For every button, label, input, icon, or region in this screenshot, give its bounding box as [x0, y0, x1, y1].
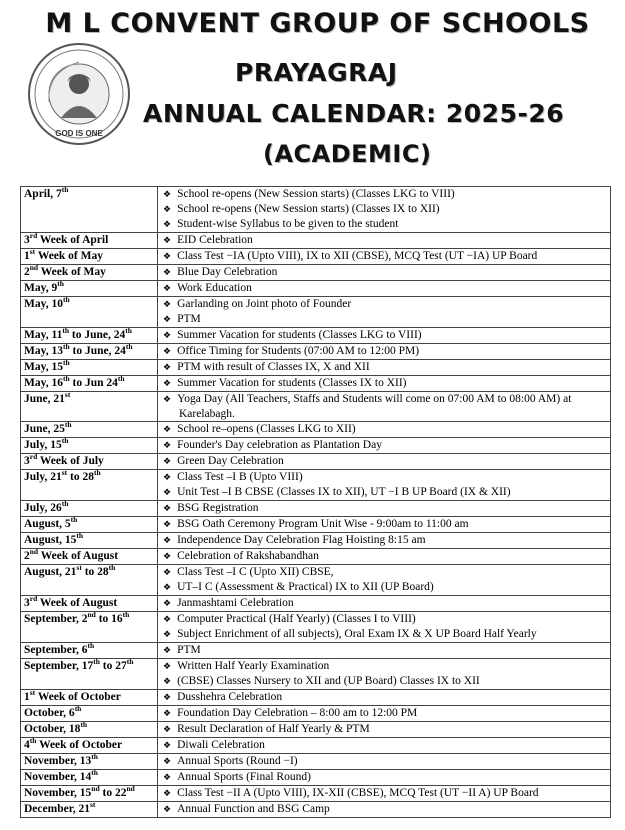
- events-cell: [158, 344, 611, 360]
- events-cell: [158, 565, 611, 596]
- events-cell: [158, 376, 611, 392]
- events-cell: [158, 328, 611, 344]
- date-cell: November, 13th: [21, 754, 158, 770]
- calendar-title: ANNUAL CALENDAR: 2025-26: [143, 99, 565, 128]
- date-cell: 3rd Week of August: [21, 596, 158, 612]
- event-item: ❖ Garlanding on Joint photo of Founder: [161, 297, 607, 312]
- events-cell: [158, 612, 611, 643]
- event-item: ❖ School re–opens (Classes LKG to XII): [161, 422, 607, 437]
- table-row: [21, 360, 611, 376]
- events-cell: [158, 501, 611, 517]
- events-cell: [158, 249, 611, 265]
- date-cell: May, 10th: [21, 297, 158, 328]
- event-item: ❖ Diwali Celebration: [161, 738, 607, 753]
- date-cell: May, 13th to June, 24th: [21, 344, 158, 360]
- event-item: ❖ Foundation Day Celebration – 8:00 am to 12:00 PM: [161, 706, 607, 721]
- table-row: [21, 786, 611, 802]
- events-cell: [158, 187, 611, 233]
- event-item: ❖ Class Test −IA (Upto VIII), IX to XII (CBSE), MCQ Test (UT −IA) UP Board: [161, 249, 607, 264]
- events-cell: [158, 690, 611, 706]
- date-cell: July, 21st to 28th: [21, 470, 158, 501]
- date-cell: November, 14th: [21, 770, 158, 786]
- events-cell: [158, 738, 611, 754]
- table-row: [21, 565, 611, 596]
- event-item: ❖ Class Test −II A (Upto VIII), IX-XII (CBSE), MCQ Test (UT −II A) UP Board: [161, 786, 607, 801]
- table-row: [21, 533, 611, 549]
- events-cell: [158, 770, 611, 786]
- events-cell: [158, 360, 611, 376]
- date-cell: April, 7th: [21, 187, 158, 233]
- date-cell: October, 6th: [21, 706, 158, 722]
- event-item: ❖ Annual Function and BSG Camp: [161, 802, 607, 817]
- events-cell: [158, 643, 611, 659]
- event-item: ❖ Class Test –I C (Upto XII) CBSE,: [161, 565, 607, 580]
- table-row: [21, 754, 611, 770]
- event-item: ❖ Written Half Yearly Examination: [161, 659, 607, 674]
- table-row: [21, 187, 611, 233]
- event-item: ❖ Yoga Day (All Teachers, Staffs and Students will come on 07:00 AM to 08:00 AM) at Karelabagh.: [161, 392, 607, 421]
- table-row: [21, 690, 611, 706]
- table-row: [21, 596, 611, 612]
- event-item: ❖ Annual Sports (Round −I): [161, 754, 607, 769]
- events-cell: [158, 802, 611, 818]
- events-cell: [158, 754, 611, 770]
- calendar-table: [20, 186, 611, 818]
- date-cell: July, 15th: [21, 438, 158, 454]
- date-cell: September, 6th: [21, 643, 158, 659]
- table-row: [21, 297, 611, 328]
- event-item: ❖ PTM: [161, 312, 607, 327]
- table-row: [21, 612, 611, 643]
- event-item: ❖ BSG Oath Ceremony Program Unit Wise - 9:00am to 11:00 am: [161, 517, 607, 532]
- date-cell: 3rd Week of July: [21, 454, 158, 470]
- table-row: [21, 328, 611, 344]
- event-item: ❖ Green Day Celebration: [161, 454, 607, 469]
- event-item: ❖ Work Education: [161, 281, 607, 296]
- date-cell: August, 5th: [21, 517, 158, 533]
- date-cell: May, 11th to June, 24th: [21, 328, 158, 344]
- date-cell: June, 21st: [21, 392, 158, 422]
- events-cell: [158, 297, 611, 328]
- date-cell: 2nd Week of August: [21, 549, 158, 565]
- table-row: [21, 738, 611, 754]
- table-row: [21, 517, 611, 533]
- date-cell: May, 16th to Jun 24th: [21, 376, 158, 392]
- event-item: ❖ BSG Registration: [161, 501, 607, 516]
- date-cell: August, 21st to 28th: [21, 565, 158, 596]
- table-row: [21, 549, 611, 565]
- events-cell: [158, 533, 611, 549]
- date-cell: 1st Week of October: [21, 690, 158, 706]
- events-cell: [158, 517, 611, 533]
- date-cell: July, 26th: [21, 501, 158, 517]
- table-row: [21, 802, 611, 818]
- table-row: [21, 470, 611, 501]
- event-item: ❖ Class Test –I B (Upto VIII): [161, 470, 607, 485]
- events-cell: [158, 659, 611, 690]
- events-cell: [158, 265, 611, 281]
- table-row: [21, 422, 611, 438]
- event-item: ❖ Result Declaration of Half Yearly & PTM: [161, 722, 607, 737]
- event-item: ❖ Student-wise Syllabus to be given to the student: [161, 217, 607, 232]
- event-item: ❖ Founder's Day celebration as Plantation Day: [161, 438, 607, 453]
- event-item: ❖ Blue Day Celebration: [161, 265, 607, 280]
- events-cell: [158, 422, 611, 438]
- calendar-body: [21, 187, 611, 818]
- table-row: [21, 438, 611, 454]
- event-item: ❖ Summer Vacation for students (Classes LKG to VIII): [161, 328, 607, 343]
- date-cell: June, 25th: [21, 422, 158, 438]
- events-cell: [158, 233, 611, 249]
- event-item: ❖ UT–I C (Assessment & Practical) IX to XII (UP Board): [161, 580, 607, 595]
- date-cell: September, 17th to 27th: [21, 659, 158, 690]
- calendar-header: [0, 0, 625, 180]
- event-item: ❖ Annual Sports (Final Round): [161, 770, 607, 785]
- svg-text:GOD IS ONE: GOD IS ONE: [55, 129, 103, 138]
- date-cell: October, 18th: [21, 722, 158, 738]
- table-row: [21, 659, 611, 690]
- event-item: ❖ Subject Enrichment of all subjects), Oral Exam IX & X UP Board Half Yearly: [161, 627, 607, 642]
- date-cell: May, 15th: [21, 360, 158, 376]
- event-item: ❖ Celebration of Rakshabandhan: [161, 549, 607, 564]
- event-item: ❖ Independence Day Celebration Flag Hoisting 8:15 am: [161, 533, 607, 548]
- events-cell: [158, 549, 611, 565]
- event-item: ❖ School re-opens (New Session starts) (Classes LKG to VIII): [161, 187, 607, 202]
- event-item: ❖ Computer Practical (Half Yearly) (Classes I to VIII): [161, 612, 607, 627]
- table-row: [21, 265, 611, 281]
- event-item: ❖ EID Celebration: [161, 233, 607, 248]
- event-item: ❖ School re-opens (New Session starts) (Classes IX to XII): [161, 202, 607, 217]
- events-cell: [158, 438, 611, 454]
- table-row: [21, 344, 611, 360]
- events-cell: [158, 281, 611, 297]
- date-cell: November, 15nd to 22nd: [21, 786, 158, 802]
- event-item: ❖ PTM with result of Classes IX, X and XII: [161, 360, 607, 375]
- calendar-subtitle: (ACADEMIC): [263, 140, 432, 168]
- table-row: [21, 281, 611, 297]
- event-item: ❖ Office Timing for Students (07:00 AM to 12:00 PM): [161, 344, 607, 359]
- table-row: [21, 392, 611, 422]
- event-item: ❖ PTM: [161, 643, 607, 658]
- table-row: [21, 249, 611, 265]
- event-item: ❖ Summer Vacation for students (Classes IX to XII): [161, 376, 607, 391]
- date-cell: September, 2nd to 16th: [21, 612, 158, 643]
- date-cell: 4th Week of October: [21, 738, 158, 754]
- events-cell: [158, 722, 611, 738]
- date-cell: August, 15th: [21, 533, 158, 549]
- date-cell: December, 21st: [21, 802, 158, 818]
- events-cell: [158, 706, 611, 722]
- table-row: [21, 722, 611, 738]
- event-item: ❖ Janmashtami Celebration: [161, 596, 607, 611]
- date-cell: 1st Week of May: [21, 249, 158, 265]
- events-cell: [158, 786, 611, 802]
- events-cell: [158, 596, 611, 612]
- table-row: [21, 501, 611, 517]
- events-cell: [158, 454, 611, 470]
- events-cell: [158, 392, 611, 422]
- event-item: ❖ (CBSE) Classes Nursery to XII and (UP Board) Classes IX to XII: [161, 674, 607, 689]
- table-row: [21, 706, 611, 722]
- school-name: M L CONVENT GROUP OF SCHOOLS: [45, 8, 590, 39]
- school-logo: [27, 42, 131, 146]
- table-row: [21, 770, 611, 786]
- date-cell: 2nd Week of May: [21, 265, 158, 281]
- table-row: [21, 454, 611, 470]
- table-row: [21, 376, 611, 392]
- date-cell: 3rd Week of April: [21, 233, 158, 249]
- events-cell: [158, 470, 611, 501]
- school-city: PRAYAGRAJ: [235, 58, 398, 87]
- date-cell: May, 9th: [21, 281, 158, 297]
- table-row: [21, 233, 611, 249]
- table-row: [21, 643, 611, 659]
- event-item: ❖ Unit Test –I B CBSE (Classes IX to XII), UT −I B UP Board (IX & XII): [161, 485, 607, 500]
- event-item: ❖ Dusshehra Celebration: [161, 690, 607, 705]
